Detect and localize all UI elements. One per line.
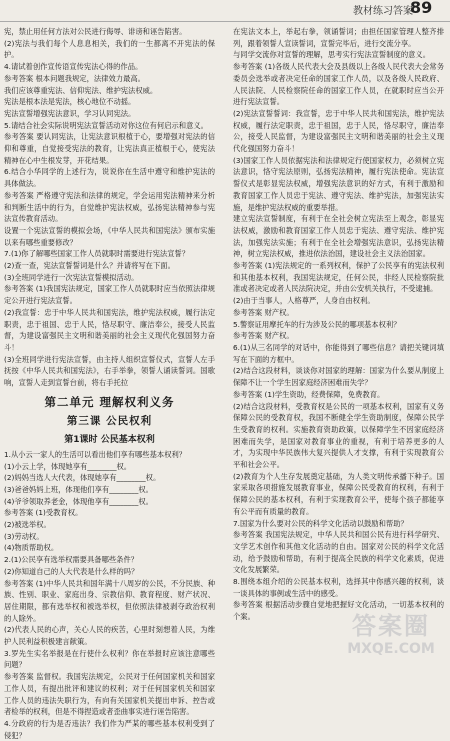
right-column	[233, 26, 444, 623]
lesson-subtitle: 第1课时 公民基本权利	[64, 434, 155, 445]
left-answers-bottom: 1.从小云一家人的生活可以看出他们享有哪些基本权利？ (1)小云上学，体现她享有________权。 (2)妈妈当选人大代表，体现她享有________权。 (3)爸爸妈妈上班，体现他们享有________权。 (4)爷爷领取养老金，体现他享有________权。 参考答案 (1)受教育权。 (2)被选举权。 (3)劳动权。 (4)物质帮助权。 2.(1)公民享有选举权需要具备哪些条件？ (2)你知道自己的人大代表是什么样的吗？ 参考答案 (1)中华人民共和国年满十八周岁的公民，不分民族、种族、性别、职业、家庭出身、宗教信仰、教育程度、财产状况、居住期限，都有选举权和被选举权，但依照法律被剥夺政治权利的人除外。 (2)代表人民的心声，关心人民的疾苦，心里时刻想着人民，为维护人民利益积极建言献策。 3.罗先生实名举报是在行使什么权利？你在举报时应该注意哪些问题？ 参考答案 监督权。我国宪法规定，公民对于任何国家机关和国家工作人员，有提出批评和建议的权利；对于任何国家机关和国家工作人员的违法失职行为，有向有关国家机关提出申诉、控告或者检举的权利，但是不得捏造或者歪曲事实进行诬告陷害。 4.分政府的行为是否违法？我们作为严某的哪些基本权利受到了侵犯？	[4, 449, 215, 740]
unit-title: 第二单元 理解权利义务	[44, 394, 175, 409]
header-label: 教材练习答案	[353, 6, 413, 17]
watermark-logo: 答案圈	[352, 612, 430, 640]
site-watermark	[336, 612, 446, 662]
left-answers-top: 宪，禁止用任何方法对公民进行侮辱、诽谤和诬告陷害。 (2)宪法与我们每个人息息相关，我们的一生都离不开宪法的保护。 4.请试着创作宣传语宣传宪法心得的作品。 参考答案 根本问题我规定，法律效力最高。 我们应该尊重宪法、信仰宪法、维护宪法权威。 宪法是根本法是宪法，核心地位不动摇。 宪法宣誓增强宪法意识，学习认同宪法。 5.请结合社会实际说明宪法宣誓活动对你这位有何启示和意义。 参考答案 要认同宪法，让宪法意识根植于心，要增强对宪法的信仰和尊重，自觉接受宪法的教育，让宪法真正植根于心，使宪法精神在心中生根发芽，开花结果。 6.结合小华同学的上述行为，说说你在生活中遵守和维护宪法的具体做法。 参考答案 严格遵守宪法和法律的规定，学会运用宪法精神来分析和判断生活中的行为，自觉维护宪法权威，弘扬宪法精神参与宪法宣传教育活动。 设置一个宪法宣誓的模拟会场，《中华人民共和国宪法》颁布实施以来有哪些重要修改？ 7.(1)你了解哪些国家工作人员就职时需要进行宪法宣誓？ (2)查一查，宪法宣誓誓词是什么？并请将写在下面。 (3)全班同学进行一次宪法宣誓模拟活动。 参考答案 (1)我国宪法规定，国家工作人员就职时应当依照法律规定公开进行宪法宣誓。 (2)我宣誓：忠于中华人民共和国宪法，维护宪法权威，履行法定职责，忠于祖国、忠于人民，恪尽职守、廉洁奉公，接受人民监督，为建设富强民主文明和谐美丽的社会主义现代化强国努力奋斗！ (3)全班同学进行宪法宣誓，由主持人组织宣誓仪式，宣誓人左手抚按《中华人民共和国宪法》，右手举拳，领誓人诵读誓词。国歌响，宣誓人走到宣誓台前，将右手托拉	[4, 27, 215, 388]
right-answers-bottom: 参考答案 (1)宪法规定的一系列权利，保护了公民享有的宪法权利和其他基本权利，我国宪法规定，任何公民，非经人民检察院批准或者决定或者人民法院决定，并由公安机关执行，不受逮捕。 (2)由于当事人，人格尊严，人身自由权利。 参考答案 财产权。 5.警察证用摩托车的行为涉及公民的哪项基本权利？ 参考答案 财产权。 6.(1)从三名同学的对话中，你能得到了哪些信息？请把关键词填写在下面的方框中。 (2)结合这段材料，谈谈你对国家的理解：国家为什么要从制度上保障不让一个学生因家庭经济困难而失学？ 参考答案 (1)学生资助，经费保障，免费教育。 (2)结合这段材料，受教育权是公民的一项基本权利，国家有义务保障公民的受教育权，我国不断健全学生资助制度，保障公民学生受教育的权利。实施教育资助政策，以保障学生不因家庭经济困难而失学，是国家对教育事业的重视，有利于培养更多的人才，为实现中华民族伟大复兴提供人才支撑，有利于实现教育公平和社会公平。 (2)教育为个人生存发展奠定基础，为人类文明传承播下种子。国家采取各项措施发展教育事业，保障公民受教育的权利，有利于保障公民的基本权利，有利于实现教育公平，使每个孩子都能享有公平而有质量的教育。 7.国家为什么要对公民的科学文化活动以鼓励和帮助？ 参考答案 我国宪法规定，中华人民共和国公民有进行科学研究、文学艺术创作和其他文化活动的自由。国家对公民的科学文化活动，给予鼓励和帮助，有利于提高全民族的科学文化素质，促进文化发展繁荣。 8.围绕本组介绍的公民基本权利，选择其中你感兴趣的权利，谈一谈具体的事例或生活中的感受。 参考答案 根据活动步骤自觉地把握好文化活动，一切基本权利的个案。	[233, 261, 444, 622]
page-number: 89	[410, 0, 433, 17]
left-column	[4, 26, 215, 741]
right-answers-top: 在宪法文本上，举起右拳，领诵誓词；由担任国家管理人整齐排列，跟着领誓人宣读誓词，宣誓完毕后，进行交流分享。 与同学交流你对宣誓的理解，思考实行宪法宣誓制度的意义。 参考答案 (1)各级人民代表大会及县级以上各级人民代表大会常务委员会选举或者决定任命的国家工作人员，以及各级人民政府、人民法院、人民检察院任命的国家工作人员，在就职时应当公开进行宪法宣誓。 (2)宪法宣誓誓词：我宣誓，忠于中华人民共和国宪法，维护宪法权威，履行法定职责，忠于祖国，忠于人民，恪尽职守，廉洁奉公，接受人民监督，为建设富强民主文明和谐美丽的社会主义现代化强国努力奋斗！ (3)国家工作人员依据宪法和法律规定行使国家权力，必须树立宪法意识，恪守宪法原则，弘扬宪法精神，履行宪法使命。宪法宣誓仪式是彰显宪法权威，增强宪法意识的好方式，有利于激励和教育国家工作人员忠于宪法、遵守宪法、维护宪法，加强宪法实施，是维护宪法权威的重要举措。 建立宪法宣誓制度，有利于在全社会树立宪法至上观念，彰显宪法权威，激励和教育国家工作人员忠于宪法、遵守宪法、维护宪法，加强宪法实施；有利于在全社会增强宪法意识，弘扬宪法精神，树立宪法权威，推进依法治国，建设社会主义法治国家。	[233, 27, 444, 259]
lesson-title: 第三课 公民权利	[66, 414, 153, 427]
header-divider	[0, 21, 450, 22]
watermark-url: MXQE.COM	[347, 641, 435, 657]
